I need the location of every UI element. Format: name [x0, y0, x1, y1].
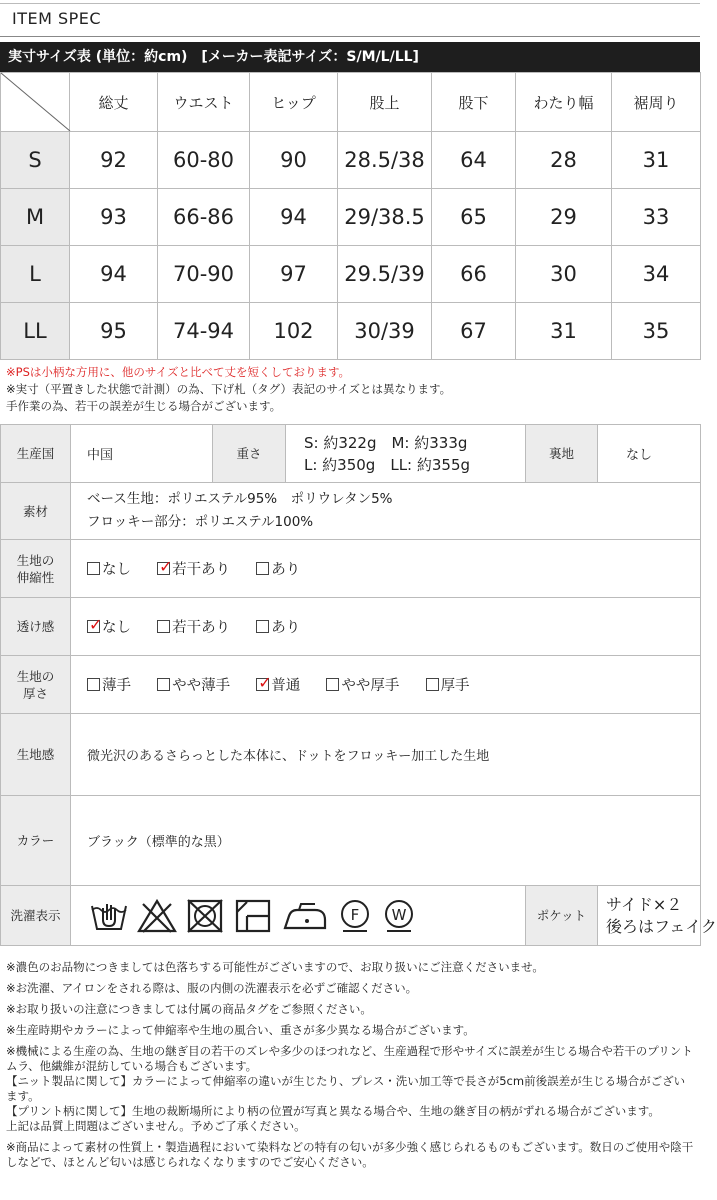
table-cell: 33 — [612, 189, 701, 246]
table-cell: 64 — [432, 132, 516, 189]
table-cell: 95 — [70, 303, 158, 360]
weight-value — [286, 425, 526, 483]
wash-icons — [71, 886, 526, 946]
origin-value: 中国 — [71, 425, 213, 483]
table-cell: 30/39 — [338, 303, 432, 360]
thickness-option[interactable] — [426, 674, 470, 695]
option-label: 若干あり — [172, 562, 231, 578]
spec-row-feel — [1, 714, 701, 796]
iron-low-icon — [281, 898, 329, 934]
thickness-option[interactable] — [256, 674, 300, 695]
table-cell: 29 — [516, 189, 612, 246]
color-value: ブラック（標準的な黒） — [71, 796, 701, 886]
weight-line: S: 約322g M: 約333g — [304, 433, 468, 452]
checkbox[interactable] — [87, 562, 100, 575]
wet-clean-w-icon — [381, 898, 417, 934]
checkbox[interactable] — [157, 557, 173, 576]
no-tumble-dry-icon — [185, 898, 225, 934]
size-label: LL — [1, 303, 70, 360]
pocket-line: 後ろはフェイク — [606, 916, 717, 936]
diagonal-line — [1, 73, 70, 131]
sheer-label: 透け感 — [1, 598, 71, 656]
checkbox[interactable] — [157, 620, 170, 633]
sheer-options — [71, 598, 701, 656]
care-note: ※濃色のお品物につきましては色落ちする可能性がございますので、お取り扱いにご注意くださいませ。 — [6, 960, 544, 974]
table-row — [1, 246, 701, 303]
label-line: 伸縮性 — [16, 569, 55, 585]
table-cell: 67 — [432, 303, 516, 360]
stretch-option[interactable] — [256, 558, 300, 579]
feel-value: 微光沢のあるさらっとした本体に、ドットをフロッキー加工した生地 — [71, 714, 701, 796]
care-note: ※お洗濯、アイロンをされる際は、服の内側の洗濯表示を必ずご確認ください。 — [6, 981, 418, 995]
table-cell: 66 — [432, 246, 516, 303]
care-note: ※生産時期やカラーによって伸縮率や生地の風合い、重さが多少異なる場合がございます。 — [6, 1023, 475, 1037]
hand-wash-icon — [89, 898, 129, 934]
option-label: やや薄手 — [172, 678, 231, 694]
table-cell: 65 — [432, 189, 516, 246]
option-label: 厚手 — [440, 678, 470, 694]
table-cell: 28.5/38 — [338, 132, 432, 189]
table-cell: 29.5/39 — [338, 246, 432, 303]
label-line: 生地の — [16, 668, 55, 684]
option-label: 若干あり — [172, 620, 231, 636]
pocket-label: ポケット — [526, 886, 598, 946]
pocket-value — [598, 886, 717, 946]
measurement-note: ※実寸（平置きした状態で計測）の為、下げ札（タグ）表記のサイズとは異なります。 — [6, 382, 452, 396]
spec-row-material — [1, 483, 701, 540]
thickness-option[interactable] — [326, 674, 399, 695]
size-table — [0, 72, 701, 360]
care-note: ※お取り扱いの注意につきましては付属の商品タグをご参照ください。 — [6, 1002, 372, 1016]
table-cell: 31 — [612, 132, 701, 189]
label-line: 生地の — [16, 552, 55, 568]
table-cell: 94 — [70, 246, 158, 303]
material-line: ベース生地：ポリエステル95% ポリウレタン5% — [87, 491, 393, 507]
column-header: 股下 — [432, 73, 516, 132]
table-row — [1, 189, 701, 246]
column-header: 股上 — [338, 73, 432, 132]
header-rule — [0, 36, 700, 37]
checkbox[interactable] — [326, 678, 339, 691]
dry-clean-f-icon — [337, 898, 373, 934]
size-label: L — [1, 246, 70, 303]
option-label: 普通 — [271, 678, 301, 694]
table-cell: 97 — [250, 246, 338, 303]
size-table-header-row — [1, 73, 701, 132]
header — [0, 0, 700, 42]
wash-label: 洗濯表示 — [1, 886, 71, 946]
table-cell: 74-94 — [158, 303, 250, 360]
pocket-line: サイド×２ — [606, 894, 683, 914]
column-header: わたり幅 — [516, 73, 612, 132]
table-cell: 34 — [612, 246, 701, 303]
sheer-option[interactable] — [87, 616, 131, 637]
stretch-option[interactable] — [157, 558, 230, 579]
wet-clean-letter: W — [391, 905, 407, 924]
column-header: 総丈 — [70, 73, 158, 132]
checkbox[interactable] — [256, 562, 269, 575]
material-value — [71, 483, 701, 540]
table-cell: 35 — [612, 303, 701, 360]
thickness-option[interactable] — [157, 674, 230, 695]
checkmark-icon: ✓ — [159, 557, 173, 576]
spec-row-origin — [1, 425, 701, 483]
spec-row-stretch — [1, 540, 701, 598]
care-notes — [6, 960, 696, 1176]
table-cell: 60-80 — [158, 132, 250, 189]
table-cell: 92 — [70, 132, 158, 189]
table-cell: 29/38.5 — [338, 189, 432, 246]
line-dry-shade-icon — [233, 898, 273, 934]
table-corner-cell — [1, 73, 70, 132]
option-label: あり — [271, 620, 301, 636]
table-cell: 31 — [516, 303, 612, 360]
table-cell: 30 — [516, 246, 612, 303]
care-note: ※機械による生産の為、生地の継ぎ目の若干のズレや多少のほつれなど、生産過程で形やサイズに誤差が生じる場合や若干のプリントムラ、他繊維が混紡している場合もございます。 【ニット製品に関して】カラーによって伸縮率の違いが生じたり、プレス・洗い加工等で長さが5cm前後誤差が生じる場合がございます。 【プリント柄に関して】生地の裁断場所により柄の位置が写真と異なる場合や、生地の継ぎ目の柄がずれる場合がございます。 上記は品質上問題はございません。予めご了承ください。 — [6, 1044, 693, 1133]
lining-value: なし — [598, 425, 701, 483]
handmade-note: 手作業の為、若干の誤差が生じる場合がございます。 — [6, 399, 282, 413]
spec-row-color — [1, 796, 701, 886]
sheer-option[interactable] — [256, 616, 300, 637]
column-header: 裾周り — [612, 73, 701, 132]
label-line: 厚さ — [22, 685, 48, 701]
column-header: ウエスト — [158, 73, 250, 132]
checkbox[interactable] — [87, 678, 100, 691]
table-cell: 102 — [250, 303, 338, 360]
checkbox[interactable] — [87, 615, 103, 634]
petite-note: ※PSは小柄な方用に、他のサイズと比べて丈を短くしております。 — [6, 365, 351, 379]
size-notes — [6, 364, 696, 415]
weight-label: 重さ — [213, 425, 286, 483]
care-note: ※商品によって素材の性質上・製造過程において染料などの特有の匂いが多少強く感じられるものもございます。数日のご使用や陰干しなどで、ほとんど匂いは感じられなくなりますのでご安心ください。 — [6, 1140, 694, 1169]
option-label: あり — [271, 562, 301, 578]
weight-line: L: 約350g LL: 約355g — [304, 455, 471, 474]
origin-label: 生産国 — [1, 425, 71, 483]
thickness-option[interactable] — [87, 674, 131, 695]
size-label: S — [1, 132, 70, 189]
checkbox[interactable] — [426, 678, 439, 691]
dry-clean-letter: F — [350, 905, 360, 924]
table-cell: 90 — [250, 132, 338, 189]
option-label: なし — [102, 562, 131, 578]
thickness-options — [71, 656, 701, 714]
checkbox[interactable] — [157, 678, 170, 691]
material-line: フロッキー部分：ポリエステル100% — [87, 514, 314, 530]
no-bleach-icon — [137, 898, 177, 934]
sheer-option[interactable] — [157, 616, 230, 637]
material-label: 素材 — [1, 483, 71, 540]
color-label: カラー — [1, 796, 71, 886]
checkmark-icon: ✓ — [89, 615, 103, 634]
spec-table — [0, 424, 717, 946]
stretch-options — [71, 540, 701, 598]
table-row — [1, 132, 701, 189]
size-label: M — [1, 189, 70, 246]
header-top-rule — [0, 3, 700, 4]
checkmark-icon: ✓ — [258, 673, 272, 692]
checkbox[interactable] — [256, 620, 269, 633]
table-cell: 70-90 — [158, 246, 250, 303]
option-label: なし — [102, 620, 131, 636]
table-row — [1, 303, 701, 360]
page-title: ITEM SPEC — [12, 9, 102, 28]
thickness-label — [1, 656, 71, 714]
size-table-banner: 実寸サイズ表 (単位：約cm) [メーカー表記サイズ：S/M/L/LL] — [0, 42, 700, 72]
table-cell: 94 — [250, 189, 338, 246]
stretch-option[interactable] — [87, 558, 131, 579]
spec-row-sheer — [1, 598, 701, 656]
checkbox[interactable] — [256, 673, 272, 692]
table-cell: 28 — [516, 132, 612, 189]
option-label: やや厚手 — [341, 678, 400, 694]
option-label: 薄手 — [102, 678, 131, 694]
column-header: ヒップ — [250, 73, 338, 132]
table-cell: 93 — [70, 189, 158, 246]
stretch-label — [1, 540, 71, 598]
spec-row-wash — [1, 886, 701, 946]
feel-label: 生地感 — [1, 714, 71, 796]
table-cell: 66-86 — [158, 189, 250, 246]
spec-row-thickness — [1, 656, 701, 714]
lining-label: 裏地 — [526, 425, 598, 483]
